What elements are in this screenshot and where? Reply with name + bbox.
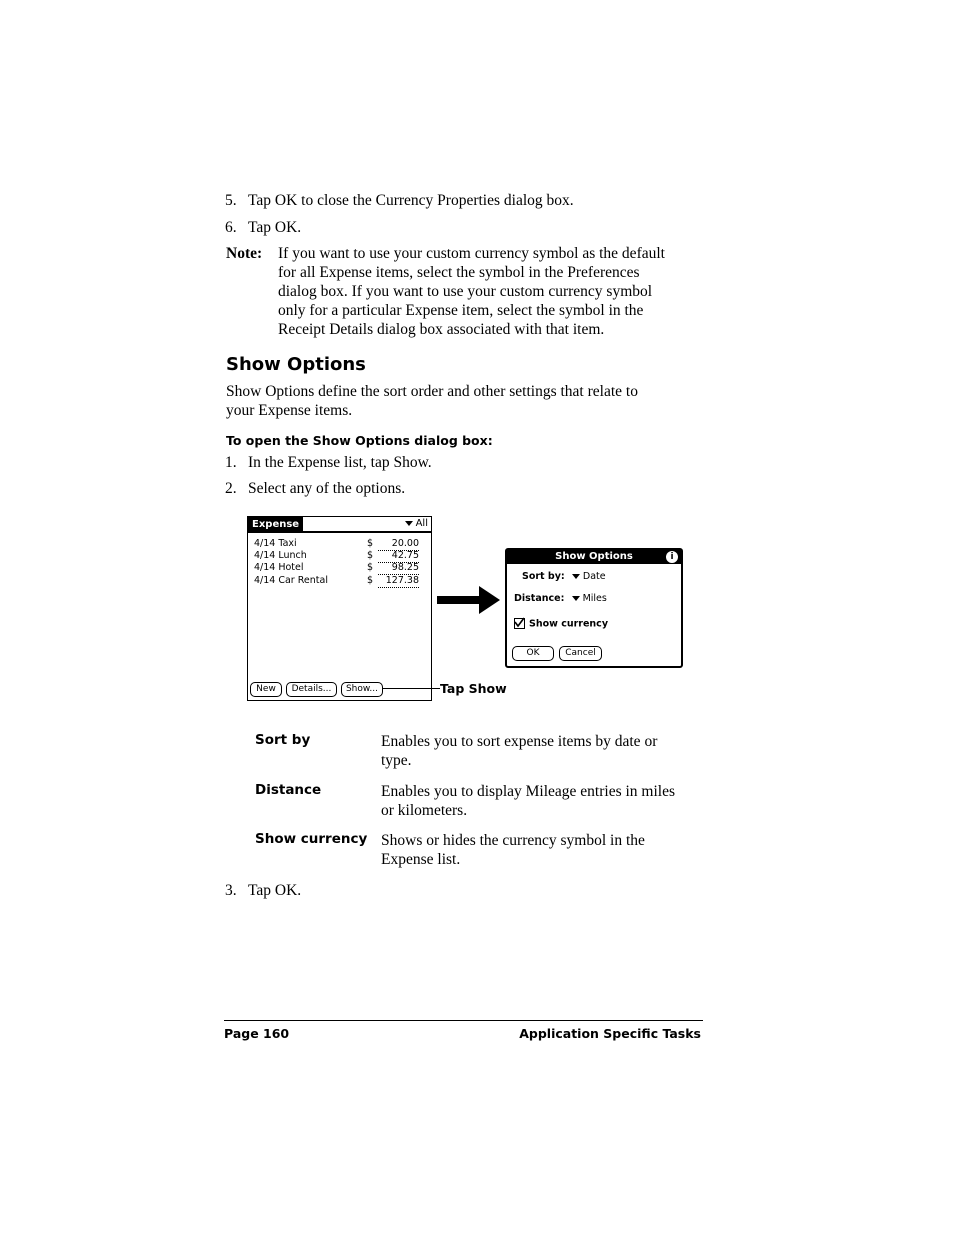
sort-value: Date — [582, 571, 606, 582]
step-text: Tap OK. — [248, 219, 302, 236]
category-value: All — [415, 518, 428, 529]
show-button[interactable]: Show... — [341, 682, 383, 697]
expense-label: 4/14 Car Rental — [254, 575, 328, 586]
checkbox-checked-icon[interactable] — [514, 618, 525, 629]
section-intro — [226, 382, 706, 420]
step-2 — [225, 479, 705, 498]
expense-row[interactable] — [254, 562, 424, 574]
info-icon[interactable]: i — [666, 551, 678, 563]
definition-desc — [381, 732, 711, 770]
expense-amount: 98.25 — [378, 562, 419, 575]
expense-row[interactable] — [254, 538, 424, 550]
step-text: Select any of the options. — [248, 480, 406, 497]
expense-label: 4/14 Lunch — [254, 550, 307, 561]
show-currency-label: Show currency — [529, 618, 609, 630]
expense-amount: 20.00 — [378, 538, 419, 551]
note-line: dialog box. If you want to use your custom currency symbol — [278, 283, 653, 300]
note-line: If you want to use your custom currency symbol as the default — [278, 245, 665, 262]
triangle-down-icon — [572, 596, 580, 601]
step-number: 6. — [225, 219, 237, 236]
dialog-title: Show Options — [507, 550, 681, 564]
expense-list-screen — [247, 516, 432, 701]
desc-line: type. — [381, 752, 412, 769]
triangle-down-icon — [405, 521, 413, 526]
desc-line: Enables you to display Mileage entries in miles — [381, 783, 676, 800]
definition-desc — [381, 782, 711, 820]
show-options-dialog — [505, 548, 683, 668]
currency-symbol: $ — [367, 550, 374, 561]
expense-label: 4/14 Taxi — [254, 538, 297, 549]
section-heading: Show Options — [226, 354, 366, 375]
footer-rule — [224, 1020, 703, 1021]
note-line: only for a particular Expense item, select the symbol in the — [278, 302, 644, 319]
cancel-button[interactable]: Cancel — [559, 646, 602, 661]
expense-row[interactable] — [254, 575, 424, 587]
distance-value: Miles — [582, 593, 607, 604]
expense-row[interactable] — [254, 550, 424, 562]
step-text: Tap OK to close the Currency Properties dialog box. — [248, 192, 574, 209]
currency-symbol: $ — [367, 575, 374, 586]
note-line: for all Expense items, select the symbol in the Preferences — [278, 264, 640, 281]
category-picker[interactable] — [405, 518, 428, 529]
step-number: 1. — [225, 454, 237, 471]
new-button[interactable]: New — [250, 682, 282, 697]
expense-title: Expense — [248, 517, 303, 532]
details-button[interactable]: Details... — [286, 682, 337, 697]
definition-desc — [381, 831, 711, 869]
sort-row — [522, 571, 606, 582]
triangle-down-icon — [572, 574, 580, 579]
expense-label: 4/14 Hotel — [254, 562, 304, 573]
distance-label: Distance: — [514, 593, 565, 604]
desc-line: or kilometers. — [381, 802, 468, 819]
step-number: 2. — [225, 480, 237, 497]
desc-line: Shows or hides the currency symbol in the — [381, 832, 645, 849]
sort-picker[interactable] — [572, 571, 606, 582]
expense-amount: 127.38 — [378, 575, 419, 588]
note-body — [278, 244, 708, 339]
distance-picker[interactable] — [572, 593, 607, 604]
right-arrow-icon — [437, 586, 501, 614]
chapter-title: Application Specific Tasks — [519, 1026, 701, 1041]
step-number: 5. — [225, 192, 237, 209]
ok-button[interactable]: OK — [512, 646, 554, 661]
callout-line — [382, 688, 440, 689]
intro-line: Show Options define the sort order and other settings that relate to — [226, 383, 638, 400]
note-line: Receipt Details dialog box associated with that item. — [278, 321, 605, 338]
page-number: Page 160 — [224, 1026, 290, 1041]
definition-term: Sort by — [255, 732, 311, 748]
step-number: 3. — [225, 882, 237, 899]
note-label: Note: — [226, 245, 263, 262]
step-6 — [225, 218, 705, 237]
step-1 — [225, 453, 705, 472]
tap-show-callout: Tap Show — [440, 681, 507, 696]
currency-symbol: $ — [367, 538, 374, 549]
step-text: Tap OK. — [248, 882, 302, 899]
currency-symbol: $ — [367, 562, 374, 573]
desc-line: Expense list. — [381, 851, 461, 868]
show-currency-row[interactable] — [514, 618, 608, 630]
step-text: In the Expense list, tap Show. — [248, 454, 432, 471]
intro-line: your Expense items. — [226, 402, 353, 419]
definition-term: Distance — [255, 782, 322, 798]
expense-amount: 42.75 — [378, 550, 419, 563]
step-3 — [225, 881, 705, 900]
definition-term: Show currency — [255, 831, 368, 847]
step-5 — [225, 191, 705, 210]
distance-row — [514, 593, 607, 604]
desc-line: Enables you to sort expense items by date or — [381, 733, 658, 750]
procedure-title: To open the Show Options dialog box: — [226, 433, 493, 448]
sort-label: Sort by: — [522, 571, 565, 582]
